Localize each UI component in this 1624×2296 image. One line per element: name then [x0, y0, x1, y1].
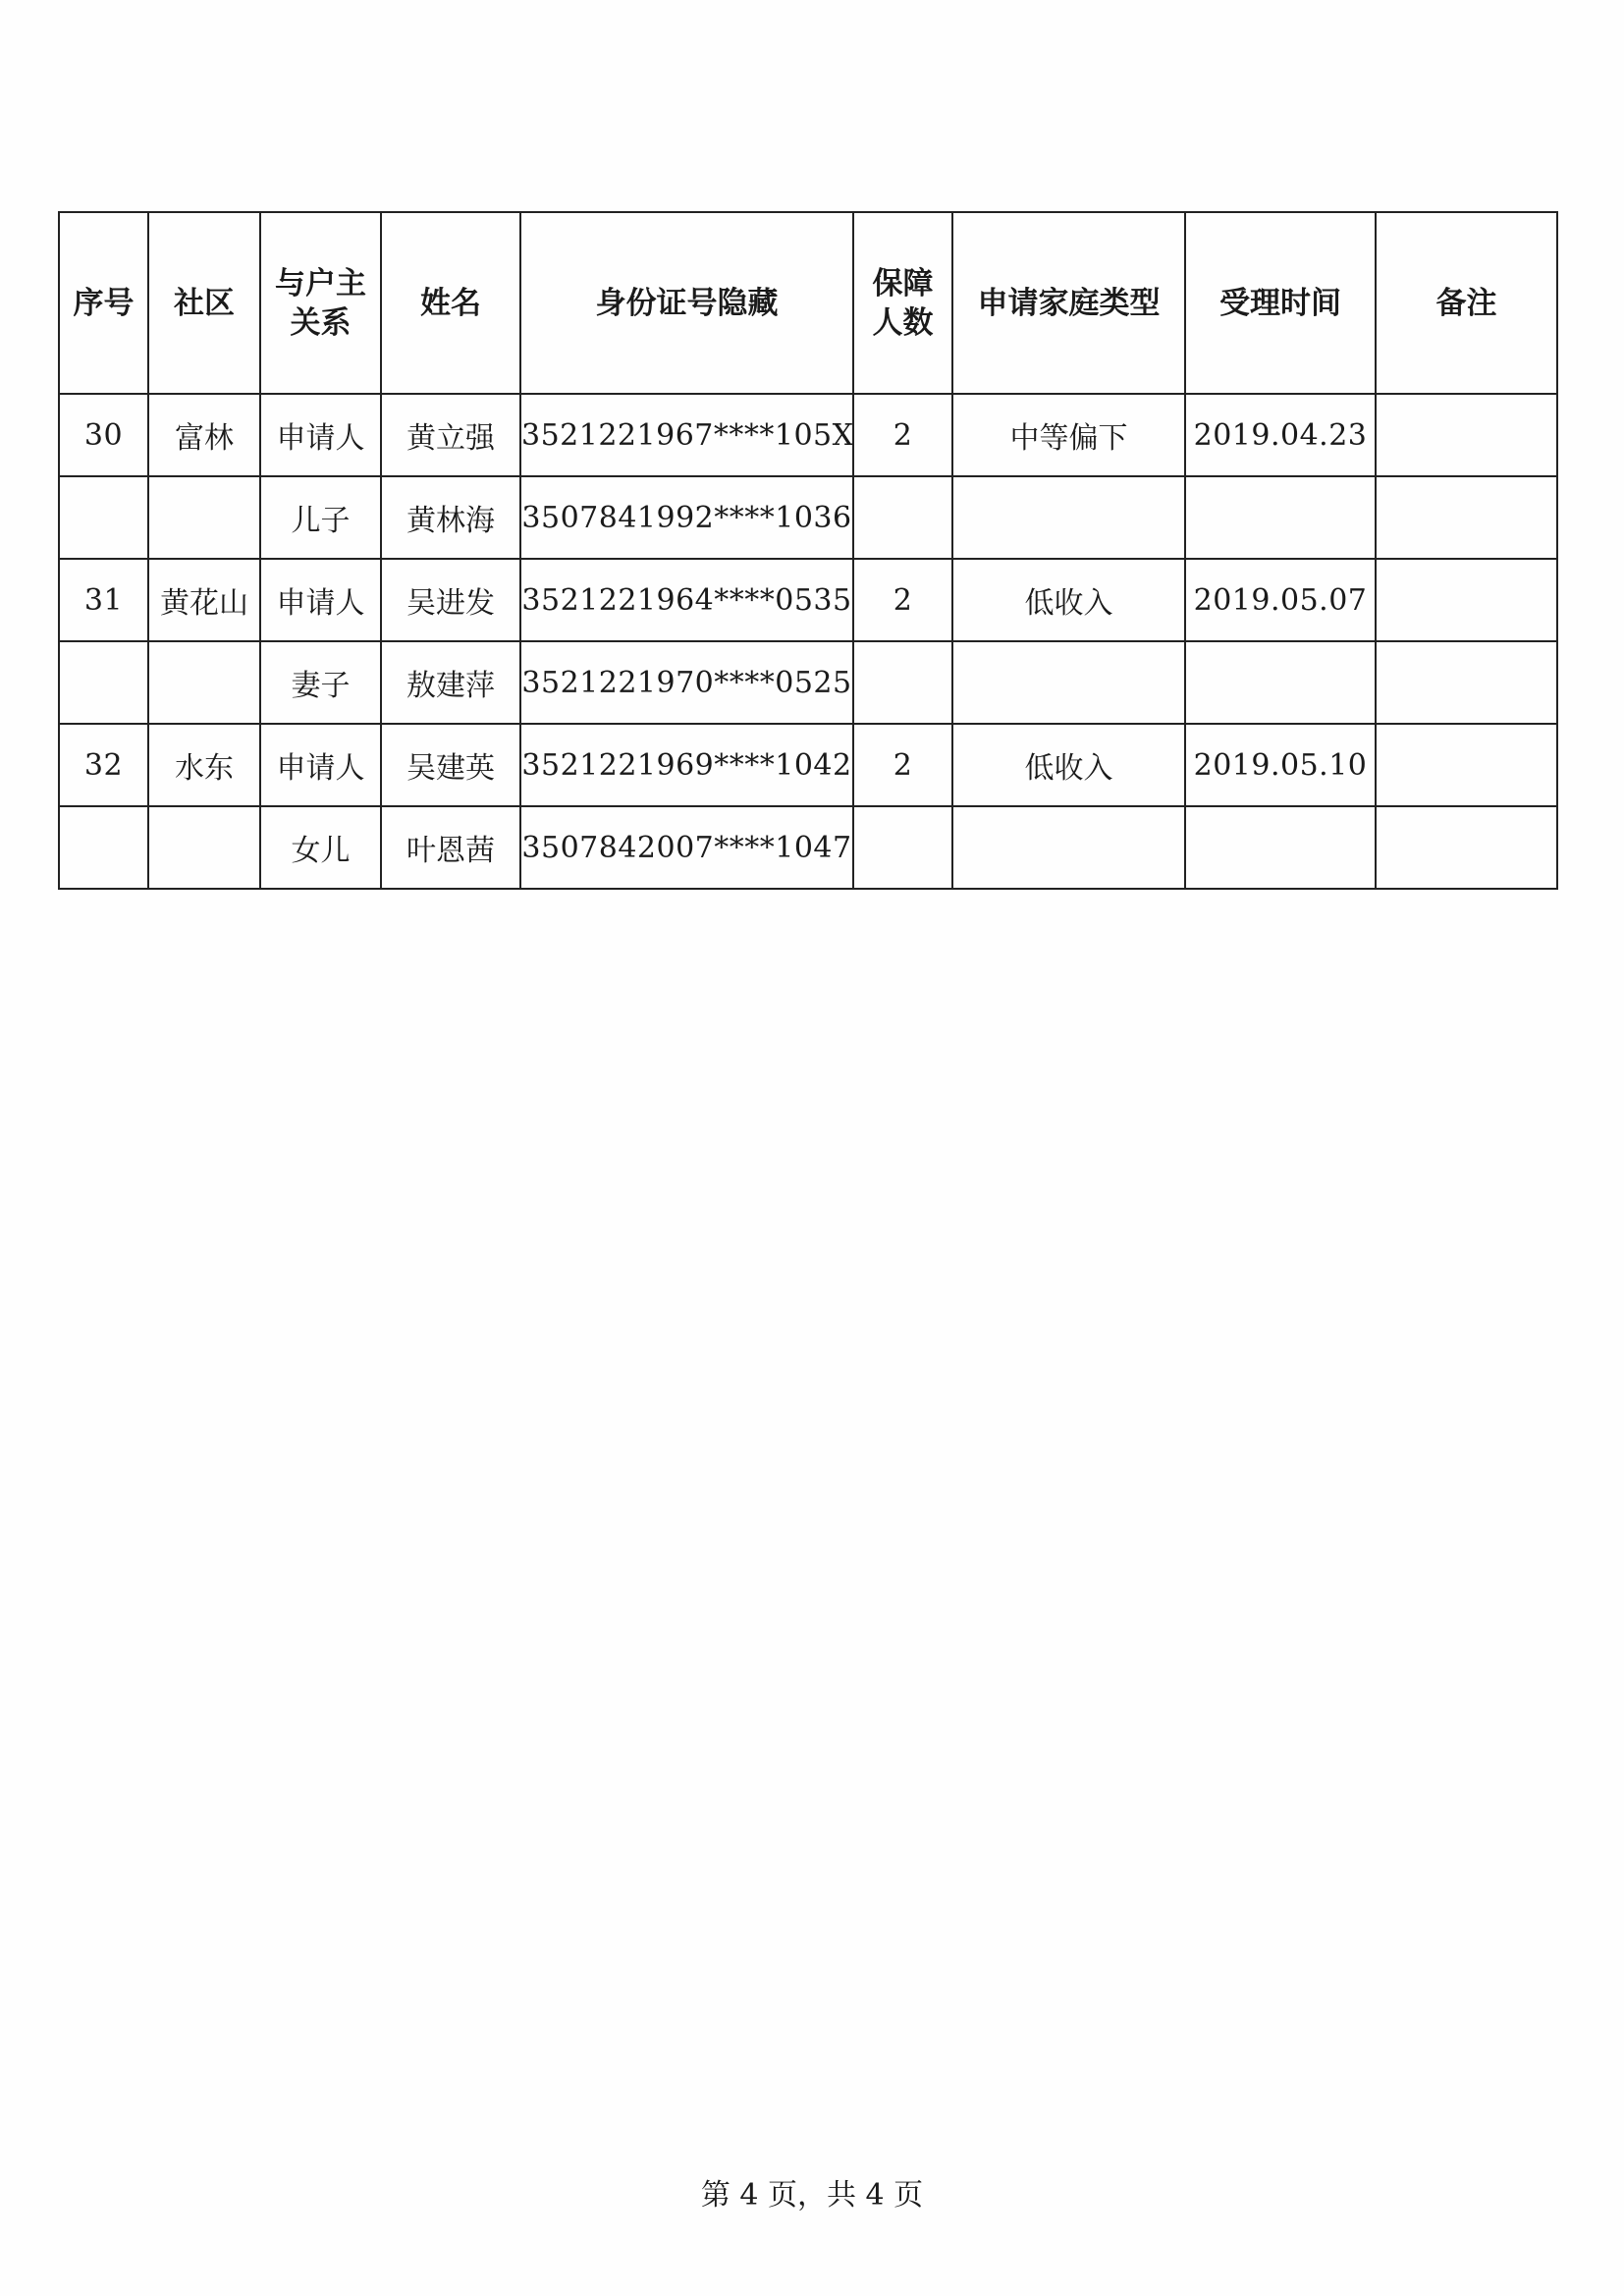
cell-relation: 申请人: [260, 559, 381, 641]
cell-accept-time: 2019.04.23: [1185, 394, 1376, 476]
cell-accept-time: 2019.05.10: [1185, 724, 1376, 806]
table-row: [59, 641, 1557, 724]
header-persons: 保障 人数: [853, 212, 952, 394]
cell-remark: [1376, 641, 1557, 724]
cell-name: 黄林海: [381, 476, 520, 559]
cell-name: 吴进发: [381, 559, 520, 641]
table-row: [59, 806, 1557, 889]
table-row: [59, 476, 1557, 559]
cell-accept-time: [1185, 641, 1376, 724]
page-number-text: 第 4 页，共 4 页: [700, 2178, 924, 2213]
cell-seq: 30: [59, 394, 148, 476]
cell-id-number: 3507841992****1036: [520, 476, 853, 559]
cell-id-number: 3521221970****0525: [520, 641, 853, 724]
page-footer: [0, 2170, 1624, 2214]
table-header-row: [59, 212, 1557, 394]
cell-family-type: 低收入: [952, 559, 1185, 641]
cell-name: 敖建萍: [381, 641, 520, 724]
header-community: 社区: [148, 212, 260, 394]
cell-name: 吴建英: [381, 724, 520, 806]
cell-seq: [59, 806, 148, 889]
cell-seq: [59, 476, 148, 559]
cell-persons: 2: [853, 559, 952, 641]
header-seq: 序号: [59, 212, 148, 394]
cell-family-type: [952, 476, 1185, 559]
table-row: [59, 724, 1557, 806]
cell-accept-time: [1185, 806, 1376, 889]
cell-family-type: [952, 641, 1185, 724]
cell-id-number: 3521221967****105X: [520, 394, 853, 476]
cell-name: 黄立强: [381, 394, 520, 476]
cell-community: 黄花山: [148, 559, 260, 641]
cell-persons: 2: [853, 724, 952, 806]
cell-relation: 申请人: [260, 394, 381, 476]
cell-name: 叶恩茜: [381, 806, 520, 889]
header-name: 姓名: [381, 212, 520, 394]
cell-accept-time: 2019.05.07: [1185, 559, 1376, 641]
cell-relation: 申请人: [260, 724, 381, 806]
cell-accept-time: [1185, 476, 1376, 559]
cell-id-number: 3507842007****1047: [520, 806, 853, 889]
cell-community: [148, 641, 260, 724]
cell-persons: [853, 806, 952, 889]
cell-remark: [1376, 559, 1557, 641]
cell-relation: 儿子: [260, 476, 381, 559]
header-id-number: 身份证号隐藏: [520, 212, 853, 394]
table-row: [59, 394, 1557, 476]
cell-community: [148, 476, 260, 559]
cell-community: 富林: [148, 394, 260, 476]
cell-family-type: [952, 806, 1185, 889]
header-family-type: 申请家庭类型: [952, 212, 1185, 394]
header-remark: 备注: [1376, 212, 1557, 394]
cell-persons: [853, 476, 952, 559]
cell-seq: [59, 641, 148, 724]
cell-id-number: 3521221964****0535: [520, 559, 853, 641]
cell-remark: [1376, 394, 1557, 476]
cell-persons: [853, 641, 952, 724]
header-accept-time: 受理时间: [1185, 212, 1376, 394]
cell-family-type: 中等偏下: [952, 394, 1185, 476]
cell-remark: [1376, 724, 1557, 806]
cell-seq: 32: [59, 724, 148, 806]
cell-seq: 31: [59, 559, 148, 641]
cell-relation: 妻子: [260, 641, 381, 724]
cell-remark: [1376, 476, 1557, 559]
cell-persons: 2: [853, 394, 952, 476]
table-row: [59, 559, 1557, 641]
applicant-table: [58, 211, 1558, 890]
cell-community: [148, 806, 260, 889]
cell-id-number: 3521221969****1042: [520, 724, 853, 806]
cell-family-type: 低收入: [952, 724, 1185, 806]
cell-relation: 女儿: [260, 806, 381, 889]
cell-community: 水东: [148, 724, 260, 806]
header-relation: 与户主 关系: [260, 212, 381, 394]
cell-remark: [1376, 806, 1557, 889]
